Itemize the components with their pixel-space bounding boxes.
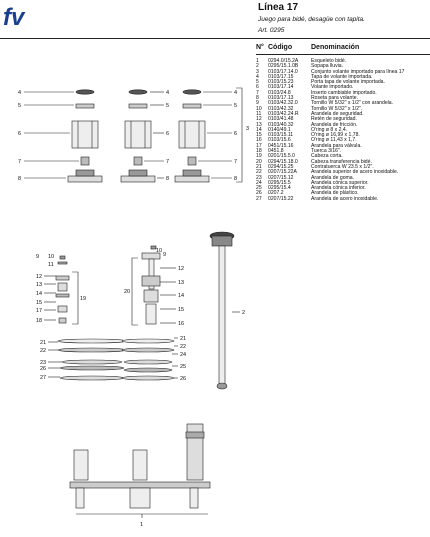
label-15-center: 15 [178,307,185,313]
label-14-center: 14 [178,293,185,299]
brand-logo [2,4,30,30]
part-description: Tornillo W 5/32" x 1/2". [311,105,363,112]
label-22-right: 22 [180,344,187,350]
label-14-left: 14 [36,291,43,297]
part-number: 10 [256,105,262,112]
part-code: 0294/15.18.0 [268,158,298,165]
part-description: O'ring ø 11,43 x 1,7. [311,137,357,144]
part-description: Tornillo W 5/32" x 1/2" con arandela. [311,100,394,107]
handle-assembly-left [68,90,102,182]
label-8-left: 8 [18,176,22,182]
label-4-right: 4 [234,90,238,96]
part-code: 0103/42.24.R [268,110,299,117]
label-23: 23 [40,360,47,366]
label-18: 18 [36,318,43,324]
article-number: Art. 0295 [258,27,285,34]
part-number: 14 [256,126,262,133]
part-code: 0103/17.13 [268,95,294,102]
part-description: Arandela cónica superior. [311,179,369,186]
part-number: 2 [256,63,259,70]
part-code: 0207.2 [268,190,284,197]
label-7-right: 7 [234,159,238,165]
short-head-cartridge [56,256,69,323]
label-15-left: 15 [36,300,43,306]
part-description: Roseta para volante. [311,95,359,102]
label-5-center: 5 [166,103,170,109]
label-1: 1 [140,522,144,528]
part-description: Volante importado. [311,84,354,91]
part-number: 11 [256,110,262,117]
label-26: 26 [40,366,47,372]
part-description: Arandela de seguridad. [311,110,364,117]
part-description: Conjunto volante importado para línea 17 [311,68,405,75]
part-code: 0294/15.25 [268,163,294,170]
header-divider [0,38,430,39]
label-7-center: 7 [166,159,170,165]
part-description: Tuerca 3/16". [311,148,342,155]
part-code: 0103/17.15 [268,73,294,80]
part-description: Esqueleto bidé. [311,58,347,64]
part-number: 26 [256,190,262,197]
part-code: 0140/49.1 [268,126,291,133]
column-header-description: Denominación [311,44,360,51]
part-description: Arandela superior de acero inoxidable. [311,169,399,176]
part-code: 0103/41.48 [268,116,294,123]
table-row [256,197,430,202]
drain-rod [210,232,234,389]
part-code: 0103/15.23 [268,79,294,86]
part-number: 24 [256,179,262,186]
label-6-left: 6 [18,131,22,137]
part-code: 0103/42.32.0 [268,100,298,107]
label-25: 25 [180,364,187,370]
label-19: 19 [80,296,87,302]
part-description: Arandela de fricción. [311,121,358,128]
label-21-right: 21 [180,336,187,342]
label-5-left: 5 [18,103,22,109]
label-13-left: 13 [36,282,43,288]
part-number: 3 [256,68,259,75]
part-number: 13 [256,121,262,128]
part-number: 5 [256,79,259,86]
part-code: 0207/15.22 [268,195,294,202]
label-21-left: 21 [40,340,47,346]
part-number: 9 [256,100,259,107]
label-12-center: 12 [178,266,185,272]
label-3: 3 [246,126,250,132]
part-number: 20 [256,158,262,165]
part-number: 19 [256,153,262,160]
part-code: 0451.8 [268,148,284,155]
part-number: 23 [256,174,262,181]
table-body [256,59,430,202]
part-number: 16 [256,137,262,144]
part-number: 18 [256,148,262,155]
part-code: 0103/40.32 [268,121,294,128]
part-description: Arandela para válvula. [311,142,362,149]
part-code: 0295/15.5 [268,179,291,186]
part-description: Arandela de acero inoxidable. [311,195,379,202]
label-6-right: 6 [234,131,238,137]
label-22: 22 [40,348,47,354]
label-7-left: 7 [18,159,22,165]
handle-assembly-right [175,90,209,182]
part-code: 0103/15.6 [268,137,291,144]
part-number: 27 [256,195,262,202]
bidet-body [70,424,210,508]
part-code: 0103/24.8 [268,89,291,96]
label-2: 2 [242,310,246,316]
part-description: Arandela de goma. [311,174,355,181]
part-description: Contratuerca W 23.5 x 1/2". [311,163,374,170]
part-code: 0103/17.14 [268,84,294,91]
label-20: 20 [124,289,131,295]
label-12-left: 12 [36,274,43,280]
label-9-left: 9 [36,254,40,260]
part-number: 8 [256,95,259,102]
washer-stack [58,339,174,380]
part-code: 0103/42.32 [268,105,294,112]
part-code: 0207/15.22A [268,169,297,176]
part-number: 21 [256,163,262,170]
part-code: 0451/15.16 [268,142,294,149]
part-description: O'ring ø 8 x 2,4. [311,126,348,133]
part-description: Tapa de volante importada. [311,73,373,80]
part-number: 17 [256,142,262,149]
part-description: Porta tapa de volante importada. [311,79,385,86]
exploded-drawing [0,40,256,537]
table-header [256,44,430,55]
column-header-code: Código [268,44,293,51]
label-10-left: 10 [48,254,55,260]
page-title: Línea 17 [258,2,299,13]
part-description: Retén de seguridad. [311,116,357,123]
part-description: Sopapa lluvia. [311,63,344,70]
part-code: 0295/15.4 [268,185,291,192]
label-6-center: 6 [166,131,170,137]
label-16: 16 [178,321,185,327]
part-number: 1 [256,58,259,64]
part-number: 4 [256,73,259,80]
label-10-center: 10 [156,248,163,254]
label-13-center: 13 [178,280,185,286]
label-24: 24 [180,352,187,358]
part-number: 7 [256,89,259,96]
label-26-right: 26 [180,376,187,382]
label-8-center: 8 [166,176,170,182]
parts-table [256,44,430,202]
part-description: Cabeza corta. [311,153,343,160]
part-description: Arandela de plástico. [311,190,359,197]
label-11: 11 [48,262,54,268]
part-code: 0103/15.11 [268,132,294,139]
part-number: 22 [256,169,262,176]
part-code: 0294.0/15.2A [268,58,299,64]
part-code: 0201/15.5.0 [268,153,295,160]
part-number: 6 [256,84,259,91]
handle-assembly-center [121,90,155,182]
part-number: 12 [256,116,262,123]
part-description: Inserto cambiable importado. [311,89,377,96]
label-4-center: 4 [166,90,170,96]
part-code: 0295/15.1.0B [268,63,299,70]
part-number: 25 [256,185,262,192]
label-17: 17 [36,308,43,314]
label-4-left: 4 [18,90,22,96]
label-27: 27 [40,375,47,381]
part-code: 0103/17.14.0 [268,68,298,75]
label-8-right: 8 [234,176,238,182]
part-description: Arandela cónica inferior. [311,185,366,192]
part-description: O'ring ø 16,99 x 1,78. [311,132,360,139]
part-description: Cabeza transferencia bidé. [311,158,372,165]
part-code: 0207/15.12 [268,174,294,181]
brand-logo-text: fv [3,4,25,30]
column-header-number: N° [256,44,264,51]
label-9-center: 9 [163,252,167,258]
page-subtitle: Juego para bidé, desagüe con tapita. [258,16,365,23]
part-number: 15 [256,132,262,139]
label-5-right: 5 [234,103,238,109]
transfer-head-cartridge [142,246,163,324]
